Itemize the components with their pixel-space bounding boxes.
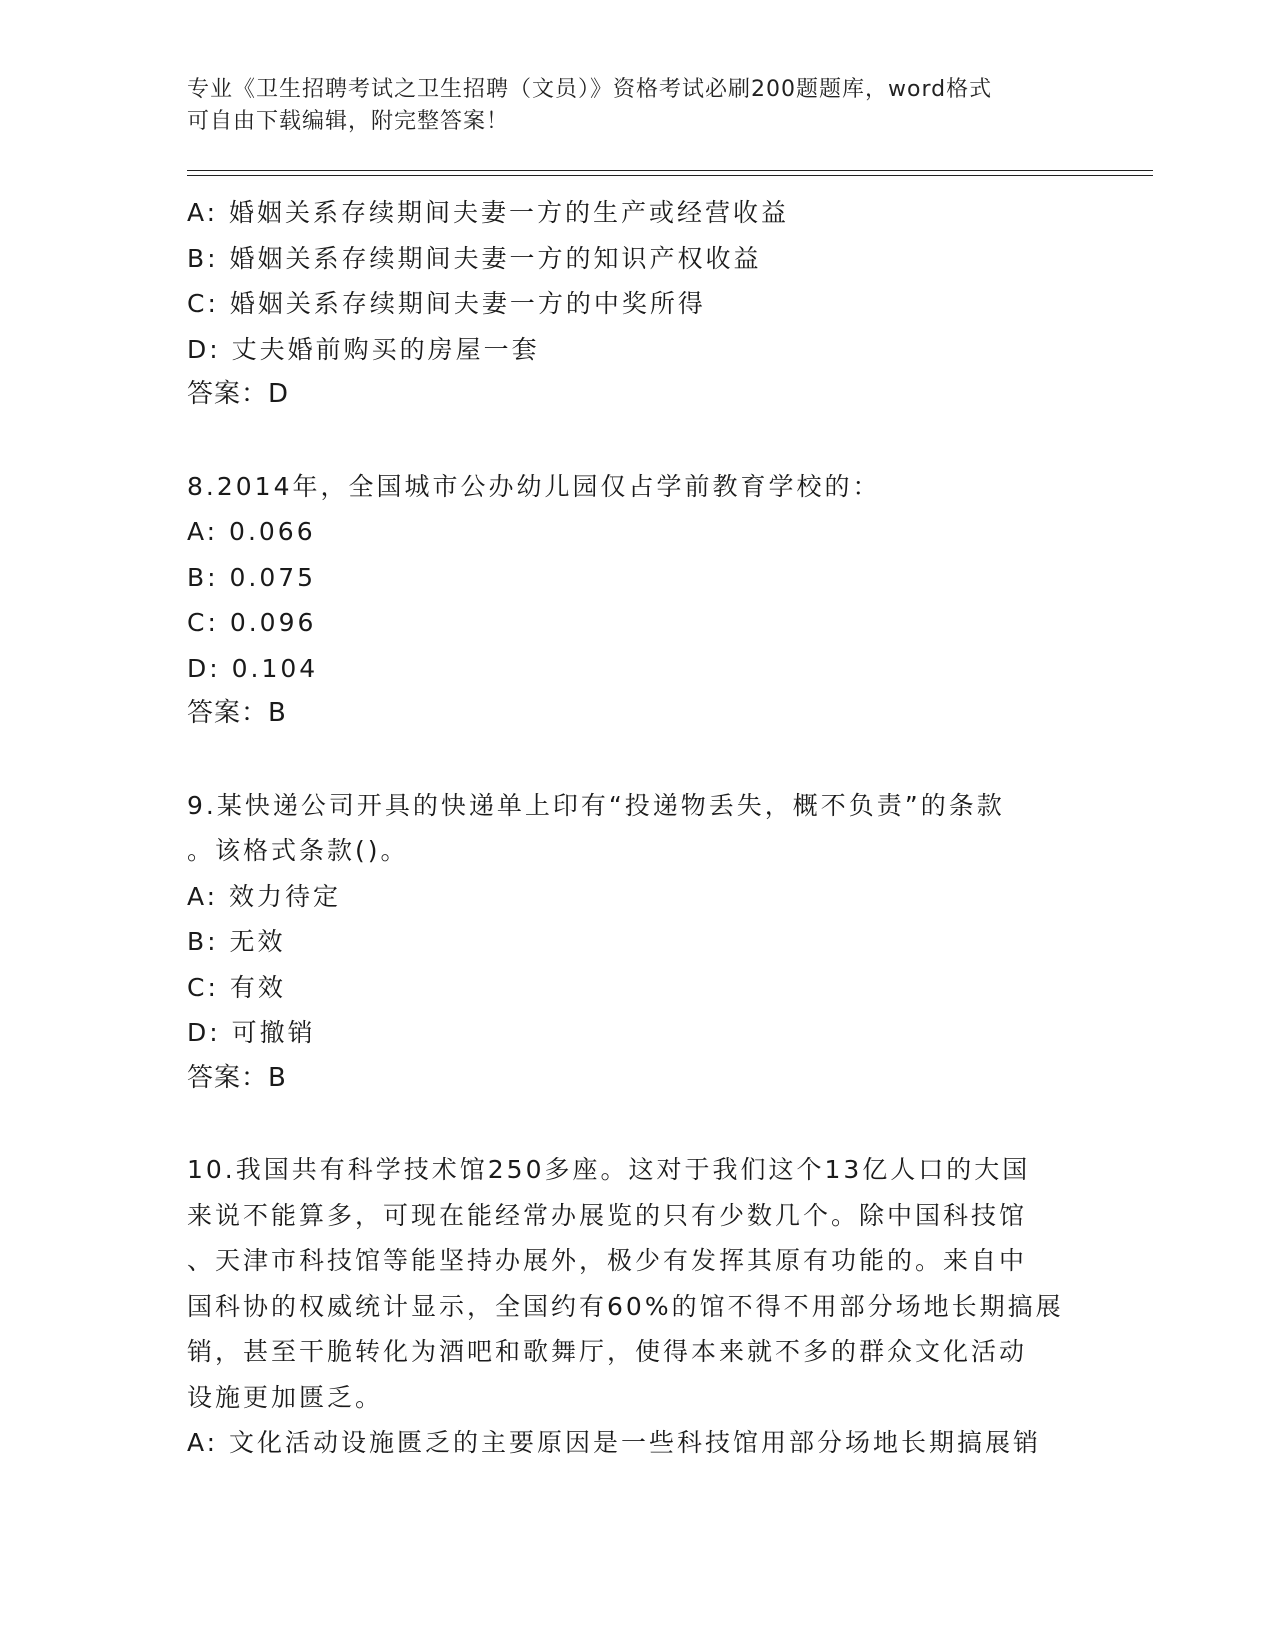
option-b: B: 婚姻关系存续期间夫妻一方的知识产权收益 xyxy=(187,243,762,273)
question-stem: 8.2014年，全国城市公办幼儿园仅占学前教育学校的： xyxy=(187,471,881,501)
option-a: A: 文化活动设施匮乏的主要原因是一些科技馆用部分场地长期搞展销 xyxy=(187,1428,1042,1457)
option-d: D: 可撤销 xyxy=(187,1018,316,1047)
question-stem-line: 来说不能算多，可现在能经常办展览的只有少数几个。除中国科技馆 xyxy=(187,1200,1028,1230)
option-a: A: 0.066 xyxy=(187,517,316,546)
option-c: C: 0.096 xyxy=(187,608,317,637)
option-a: A: 效力待定 xyxy=(187,881,342,911)
answer: 答案：D xyxy=(187,379,290,409)
option-c: C: 婚姻关系存续期间夫妻一方的中奖所得 xyxy=(187,289,706,318)
document-header xyxy=(187,74,1067,138)
option-a: A: 婚姻关系存续期间夫妻一方的生产或经营收益 xyxy=(187,198,790,227)
answer: 答案：B xyxy=(187,1062,287,1093)
question-stem-line: 国科协的权威统计显示，全国约有60%的馆不得不用部分场地长期搞展 xyxy=(187,1291,1064,1321)
option-c: C: 有效 xyxy=(187,972,286,1002)
question-stem-line: 、天津市科技馆等能坚持办展外，极少有发挥其原有功能的。来自中 xyxy=(187,1246,1028,1275)
question-stem-line: 10.我国共有科学技术馆250多座。这对于我们这个13亿人口的大国 xyxy=(187,1155,1031,1184)
header-line-1: 专业《卫生招聘考试之卫生招聘（文员）》资格考试必刷200题题库，word格式 xyxy=(187,77,993,102)
question-list xyxy=(187,190,1087,1466)
header-rule-top xyxy=(187,170,1153,171)
header-line-2: 可自由下载编辑，附完整答案！ xyxy=(187,109,510,134)
header-rule-bottom xyxy=(187,175,1153,176)
option-d: D: 0.104 xyxy=(187,653,319,683)
option-b: B: 无效 xyxy=(187,927,286,956)
question-stem-line: 设施更加匮乏。 xyxy=(187,1382,384,1412)
question-stem-line: 。该格式条款()。 xyxy=(187,836,409,865)
question-10 xyxy=(187,1147,1087,1466)
question-stem-line: 9.某快递公司开具的快递单上印有“投递物丢失，概不负责”的条款 xyxy=(187,790,1005,820)
question-9 xyxy=(187,783,1087,1102)
option-b: B: 0.075 xyxy=(187,562,317,592)
answer: 答案：B xyxy=(187,698,287,728)
question-7-continued xyxy=(187,190,1087,418)
option-d: D: 丈夫婚前购买的房屋一套 xyxy=(187,334,540,364)
question-stem-line: 销，甚至干脆转化为酒吧和歌舞厅，使得本来就不多的群众文化活动 xyxy=(187,1337,1028,1366)
question-8 xyxy=(187,464,1087,737)
